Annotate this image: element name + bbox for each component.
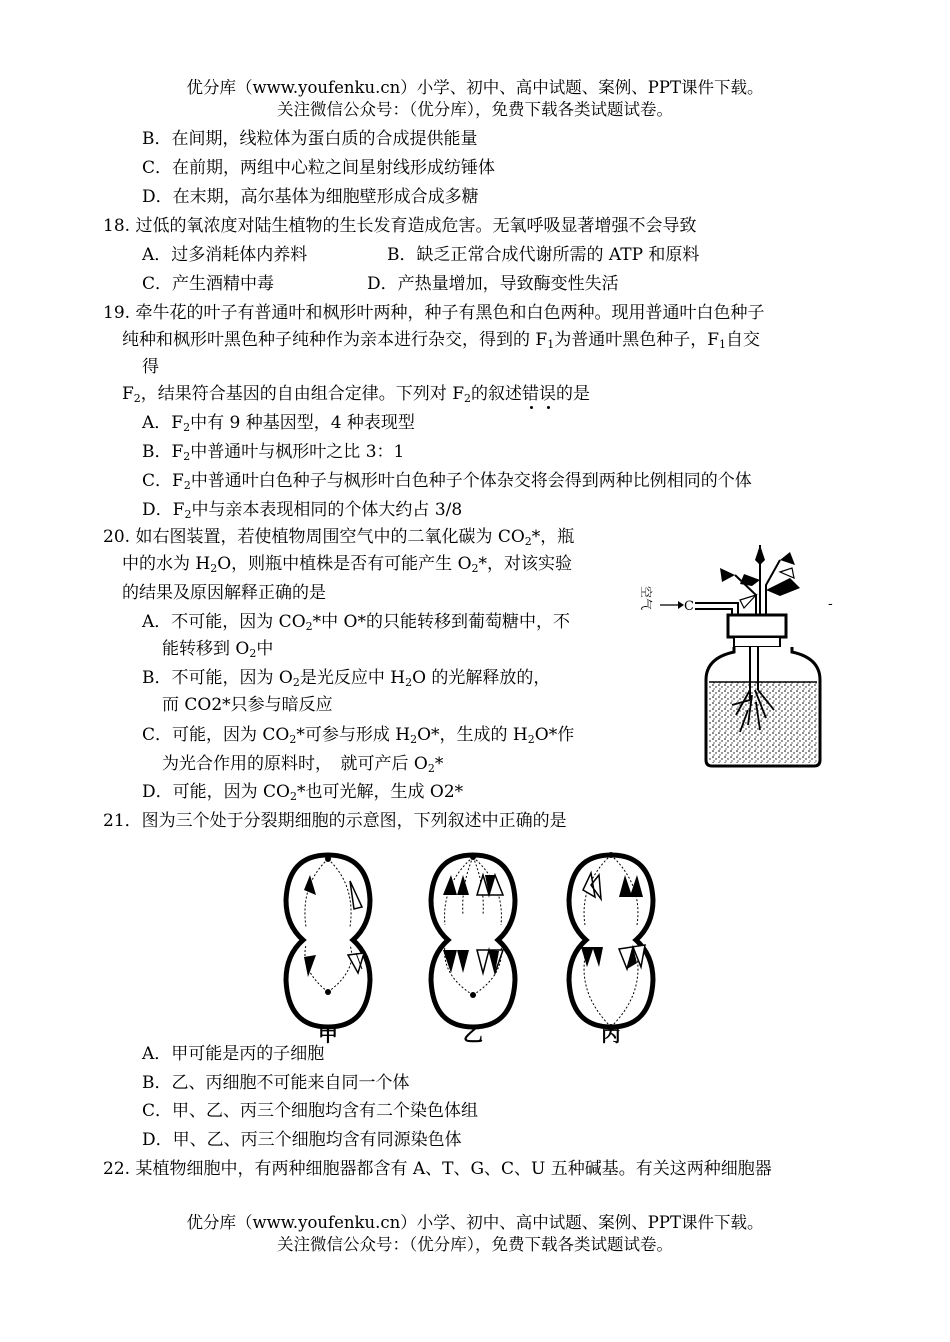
q20-option-a: A．不可能，因为 $CO_2*$中 O*的只能转移到葡萄糖中，不 [142,612,570,633]
q21-option-d: D．甲、乙、丙三个细胞均含有同源染色体 [142,1130,462,1150]
plant-bottle-figure [640,540,840,770]
emphasis-wu: 误 [539,384,556,404]
label-air: 空气 [640,586,653,611]
q17-option-b: B．在间期，线粒体为蛋白质的合成提供能量 [142,129,478,149]
q22-stem: 22. 某植物细胞中，有两种细胞器都含有 A、T、G、C、U 五种碱基。有关这两种细胞器 [103,1159,772,1179]
q20-option-b: B．不可能，因为 $O_2$是光反应中 $H_2O$ 的光解释放的， [142,668,551,689]
cell-division-figure [278,845,678,1045]
q18-option-d: D．产热量增加，导致酶变性失活 [367,274,619,294]
q19-option-d: D．$F_2$中与亲本表现相同的个体大约占 3/8 [142,500,463,521]
q20-option-c: C．可能，因为 $CO_2*$可参与形成 $H_2O*$，生成的 $H_2O*$作 [142,725,575,746]
q18-option-a: A．过多消耗体内养料 [142,245,308,265]
q18-option-b: B．缺乏正常合成代谢所需的 ATP 和原料 [387,245,700,265]
q20-option-a-cont: 能转移到 $O_2$中 [162,639,274,660]
q19-stem-line-4: $F_2$，结果符合基因的自由组合定律。下列对 $F_2$的叙述错误的是 [122,384,590,405]
q20-option-b-cont: 而 CO2*只参与暗反应 [162,695,333,715]
label-jia: 甲 [318,1022,338,1045]
q20-stem-line-3: 的结果及原因解释正确的是 [122,583,326,603]
q19-option-c: C．$F_2$中普通叶白色种子与枫形叶白色种子个体杂交将会得到两种比例相同的个体 [142,471,752,492]
q17-option-d: D．在末期，高尔基体为细胞壁形成合成多糖 [142,187,479,207]
footer-line-2: 关注微信公众号：（优分库），免费下载各类试题试卷。 [277,1235,673,1254]
cell-yi [431,854,515,1027]
q18-stem: 18. 过低的氧浓度对陆生植物的生长发育造成危害。无氧呼吸显著增强不会导致 [103,216,697,236]
q21-option-c: C．甲、乙、丙三个细胞均含有二个染色体组 [142,1101,479,1121]
header-line-1: 优分库（www.youfenku.cn）小学、初中、高中试题、案例、PPT课件下载。 [186,78,764,97]
q20-stem-line-1: 20. 如右图装置，若使植物周围空气中的二氧化碳为 $CO_2*$，瓶 [103,527,575,548]
label-c: C [684,599,694,614]
footer-line-1: 优分库（www.youfenku.cn）小学、初中、高中试题、案例、PPT课件下载。 [186,1213,764,1232]
q17-option-c: C．在前期，两组中心粒之间星射线形成纺锤体 [142,158,496,178]
label-bing: 丙 [601,1022,621,1045]
cell-jia [286,855,370,1027]
q20-option-d: D．可能，因为 $CO_2*$也可光解，生成 O2* [142,782,464,803]
q19-stem-line-2: 纯种和枫形叶黑色种子纯种作为亲本进行杂交，得到的 $F_1$为普通叶黑色种子，$F_1$自交 [122,330,760,351]
q18-option-c: C．产生酒精中毒 [142,274,275,294]
q21-option-b: B．乙、丙细胞不可能来自同一个体 [142,1073,410,1093]
emphasis-cuo: 错 [522,384,539,404]
q20-option-c-cont: 为光合作用的原料时， 就可产后 $O_2*$ [162,754,444,775]
q19-option-a: A．$F_2$中有 9 种基因型，4 种表现型 [142,413,415,434]
cell-bing [569,852,653,1030]
q21-stem: 21．图为三个处于分裂期细胞的示意图，下列叙述中正确的是 [103,811,567,831]
label-yi: 乙 [463,1022,483,1045]
q19-stem-line-3: 得 [142,357,159,377]
q20-stem-line-2: 中的水为 $H_2O$，则瓶中植株是否有可能产生 $O_2*$，对该实验 [122,554,573,575]
q19-stem-line-1: 19. 牵牛花的叶子有普通叶和枫形叶两种，种子有黑色和白色两种。现用普通叶白色种子 [103,303,765,323]
q21-option-a: A．甲可能是丙的子细胞 [142,1044,325,1064]
q19-option-b: B．$F_2$中普通叶与枫形叶之比 3：1 [142,442,405,463]
label-dash: - [828,596,833,612]
header-line-2: 关注微信公众号：（优分库），免费下载各类试题试卷。 [277,100,673,119]
